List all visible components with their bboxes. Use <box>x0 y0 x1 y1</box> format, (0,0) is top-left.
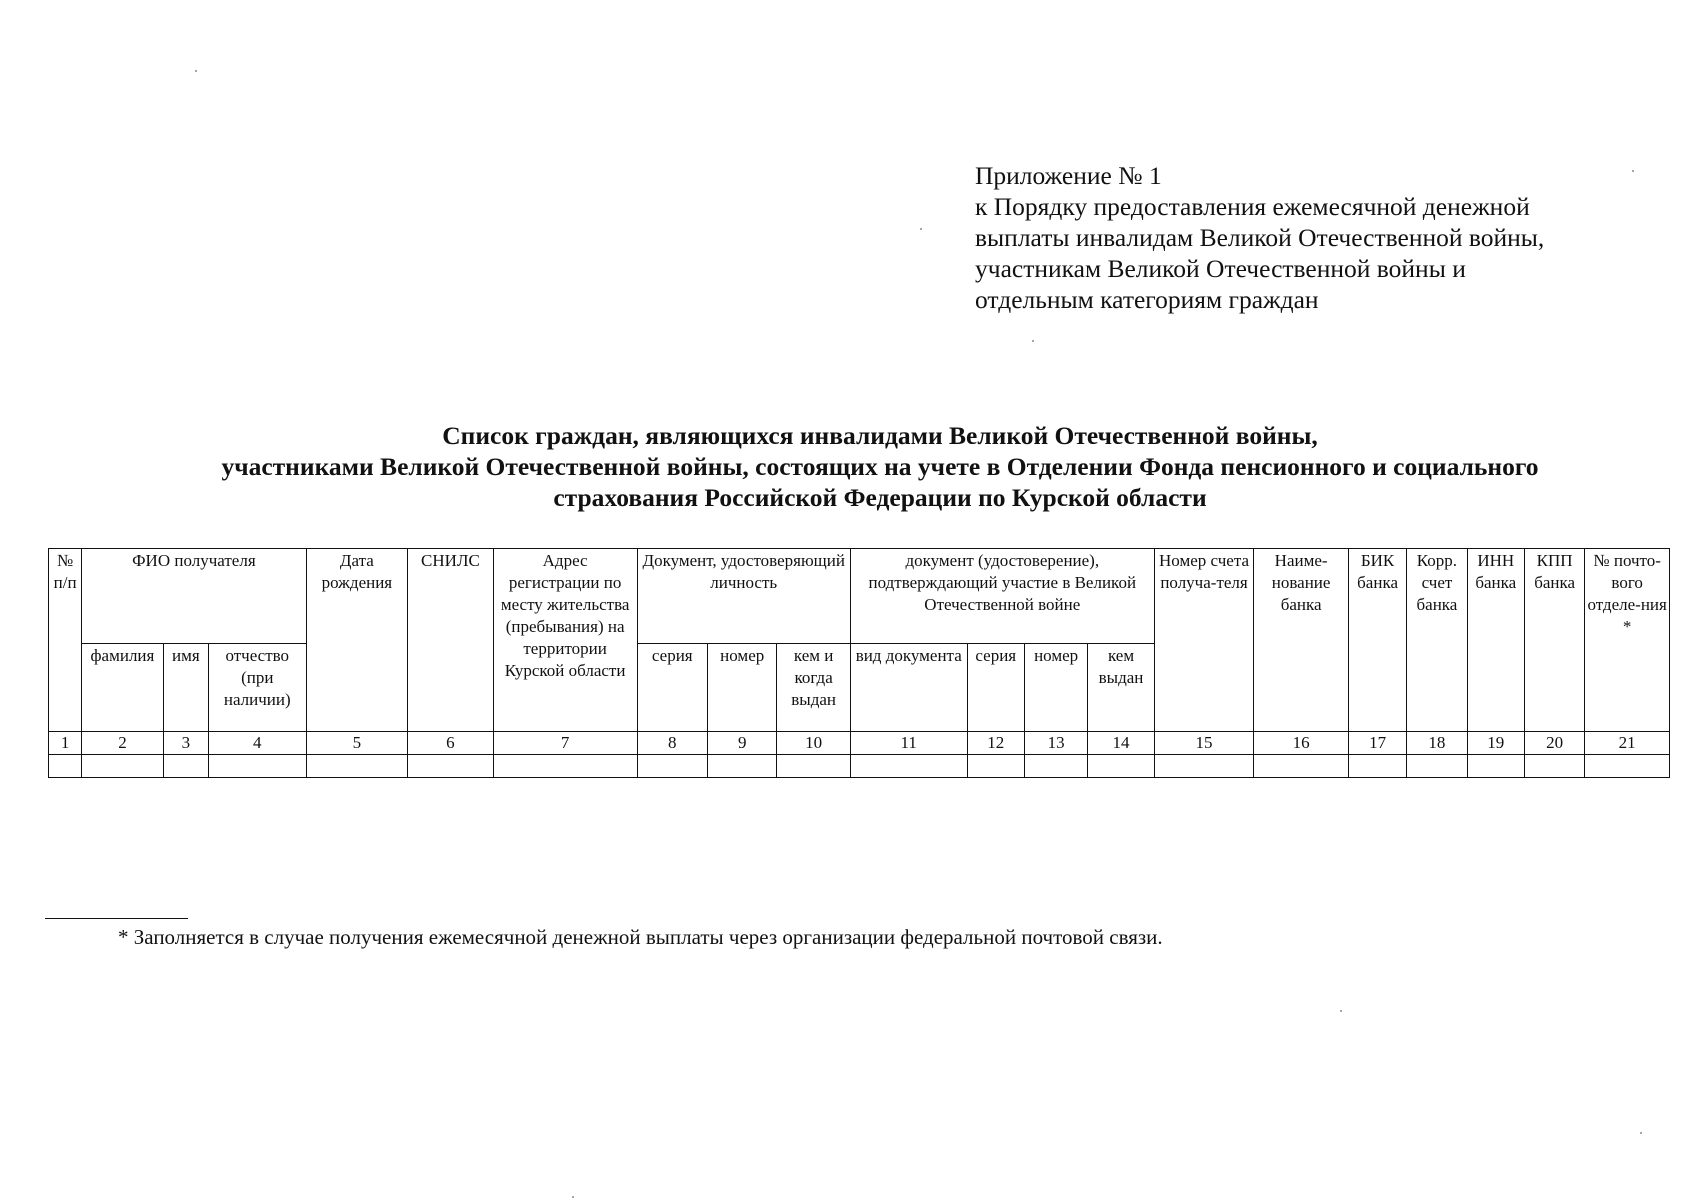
column-number: 20 <box>1524 732 1584 755</box>
appendix-line: отдельным категориям граждан <box>975 285 1319 314</box>
footnote-separator <box>45 918 188 919</box>
column-number: 12 <box>967 732 1024 755</box>
column-number-row <box>49 732 1670 755</box>
empty-cell <box>493 755 637 778</box>
column-number: 11 <box>850 732 967 755</box>
empty-data-row <box>49 755 1670 778</box>
column-number: 5 <box>306 732 408 755</box>
empty-cell <box>1467 755 1524 778</box>
header-kpp: КПП банка <box>1524 549 1584 732</box>
empty-cell <box>1024 755 1087 778</box>
empty-cell <box>408 755 494 778</box>
header-bik: БИК банка <box>1348 549 1406 732</box>
empty-cell <box>306 755 408 778</box>
empty-cell <box>82 755 164 778</box>
footnote: * Заполняется в случае получения ежемесячной денежной выплаты через организации федеральной почтовой связи. <box>118 925 1163 949</box>
empty-cell <box>1348 755 1406 778</box>
empty-cell <box>1524 755 1584 778</box>
column-number: 8 <box>637 732 707 755</box>
header-id-series: серия <box>637 644 707 732</box>
header-num: № п/п <box>49 549 82 732</box>
empty-cell <box>707 755 776 778</box>
empty-cell <box>1407 755 1467 778</box>
appendix-line: участникам Великой Отечественной войны и <box>975 254 1466 283</box>
scan-speck <box>572 1196 574 1198</box>
scan-speck <box>1640 1132 1642 1134</box>
column-number: 16 <box>1254 732 1349 755</box>
header-war-document: документ (удостоверение), подтверждающий участие в Великой Отечественной войне <box>850 549 1154 644</box>
header-post-office: № почто-вого отделе-ния * <box>1585 549 1670 732</box>
header-fio: ФИО получателя <box>82 549 306 644</box>
scan-speck <box>1340 1010 1342 1012</box>
scan-speck <box>1032 340 1034 342</box>
title-line: участниками Великой Отечественной войны, состоящих на учете в Отделении Фонда пенсионного и социального <box>221 452 1539 481</box>
scan-speck <box>1632 170 1634 172</box>
scan-speck <box>920 228 922 230</box>
header-war-number: номер <box>1024 644 1087 732</box>
column-number: 9 <box>707 732 776 755</box>
empty-cell <box>850 755 967 778</box>
column-number: 10 <box>777 732 850 755</box>
empty-cell <box>637 755 707 778</box>
empty-cell <box>1585 755 1670 778</box>
header-corr-account: Корр. счет банка <box>1407 549 1467 732</box>
column-number: 4 <box>208 732 306 755</box>
header-war-issued: кем выдан <box>1088 644 1154 732</box>
header-patronymic: отчество (при наличии) <box>208 644 306 732</box>
header-war-series: серия <box>967 644 1024 732</box>
empty-cell <box>1088 755 1154 778</box>
header-snils: СНИЛС <box>408 549 494 732</box>
empty-cell <box>163 755 208 778</box>
header-birth-date: Дата рождения <box>306 549 408 732</box>
header-name: имя <box>163 644 208 732</box>
column-number: 18 <box>1407 732 1467 755</box>
title-line: страхования Российской Федерации по Курской области <box>553 483 1207 512</box>
column-number: 21 <box>1585 732 1670 755</box>
column-number: 14 <box>1088 732 1154 755</box>
appendix-note <box>975 160 1544 315</box>
column-number: 7 <box>493 732 637 755</box>
header-surname: фамилия <box>82 644 164 732</box>
header-id-issued: кем и когда выдан <box>777 644 850 732</box>
empty-cell <box>208 755 306 778</box>
title-line: Список граждан, являющихся инвалидами Великой Отечественной войны, <box>442 421 1318 450</box>
empty-cell <box>967 755 1024 778</box>
appendix-line: Приложение № 1 <box>975 161 1162 190</box>
appendix-line: выплаты инвалидам Великой Отечественной войны, <box>975 223 1545 252</box>
header-address: Адрес регистрации по месту жительства (пребывания) на территории Курской области <box>493 549 637 732</box>
column-number: 13 <box>1024 732 1087 755</box>
header-war-doc-type: вид документа <box>850 644 967 732</box>
column-number: 19 <box>1467 732 1524 755</box>
empty-cell <box>777 755 850 778</box>
header-inn: ИНН банка <box>1467 549 1524 732</box>
empty-cell <box>1254 755 1349 778</box>
column-number: 15 <box>1154 732 1254 755</box>
column-number: 3 <box>163 732 208 755</box>
scan-speck <box>195 70 197 72</box>
citizens-table <box>48 548 1670 778</box>
appendix-line: к Порядку предоставления ежемесячной денежной <box>975 192 1530 221</box>
header-id-document: Документ, удостоверяющий личность <box>637 549 850 644</box>
column-number: 2 <box>82 732 164 755</box>
document-title <box>100 420 1660 513</box>
header-account: Номер счета получа-теля <box>1154 549 1254 732</box>
empty-cell <box>1154 755 1254 778</box>
header-bank-name: Наиме-нование банка <box>1254 549 1349 732</box>
empty-cell <box>49 755 82 778</box>
column-number: 17 <box>1348 732 1406 755</box>
header-id-number: номер <box>707 644 776 732</box>
column-number: 1 <box>49 732 82 755</box>
column-number: 6 <box>408 732 494 755</box>
